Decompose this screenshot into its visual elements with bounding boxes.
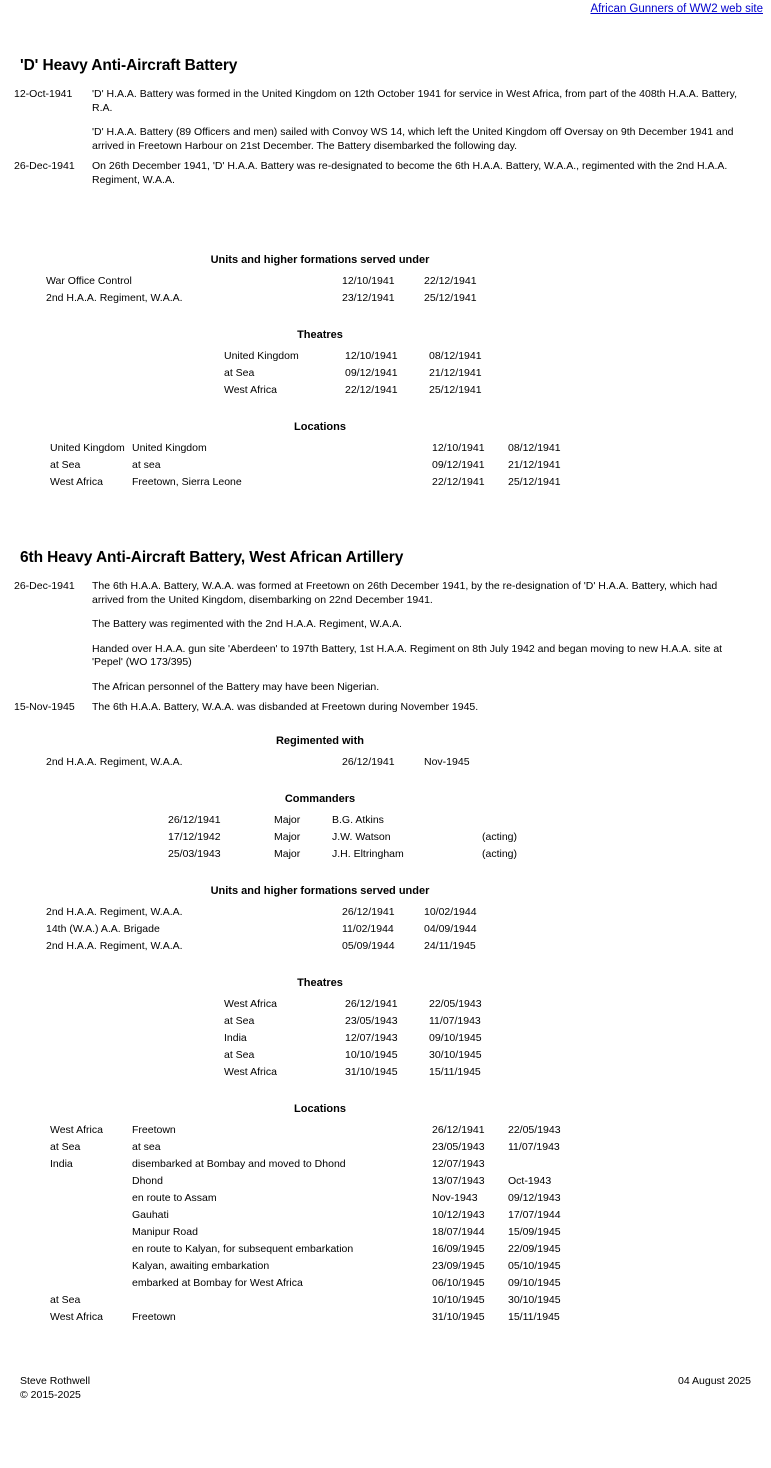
history-paragraph: Handed over H.A.A. gun site 'Aberdeen' to 197th Battery, 1st H.A.A. Regiment on 8th July 1942 and began moving to new H.A.A. site at 'Pepel' (WO 173/395) <box>92 642 723 668</box>
date-from: 26/12/1941 <box>345 997 398 1010</box>
table-row <box>50 1311 588 1328</box>
date-to: 25/12/1941 <box>429 384 482 396</box>
theatre-name: at Sea <box>224 1048 255 1061</box>
date-to: 30/10/1945 <box>429 1048 482 1061</box>
block-title: Locations <box>294 1102 346 1115</box>
date-from: 31/10/1945 <box>432 1310 485 1323</box>
history-date: 26-Dec-1941 <box>14 160 75 172</box>
commander-name: J.W. Watson <box>332 830 391 843</box>
location-place: Freetown, Sierra Leone <box>132 476 242 488</box>
location-place: Manipur Road <box>132 1225 198 1238</box>
unit-1-history <box>0 88 771 187</box>
location-theatre: West Africa <box>50 1123 103 1136</box>
table-row <box>50 1141 588 1158</box>
table-row <box>50 1226 588 1243</box>
footer-date: 04 August 2025 <box>678 1374 751 1387</box>
location-place: en route to Kalyan, for subsequent embarkation <box>132 1242 354 1255</box>
location-place: en route to Assam <box>132 1191 217 1204</box>
commander-name: B.G. Atkins <box>332 813 384 826</box>
location-theatre: United Kingdom <box>50 442 125 454</box>
table-row <box>50 1277 588 1294</box>
history-row <box>14 701 771 715</box>
location-theatre <box>50 1192 132 1209</box>
date-to: 08/12/1941 <box>508 442 561 454</box>
date-to: 21/12/1941 <box>429 367 482 379</box>
commanders-table <box>168 814 552 865</box>
table-row <box>224 1015 509 1032</box>
history-paragraph: On 26th December 1941, 'D' H.A.A. Battery was re-designated to become the 6th H.A.A. Battery, W.A.A., regimented with the 2nd H.A.A. Regiment, W.A.A. <box>92 160 728 186</box>
theatre-name: India <box>224 1031 247 1044</box>
date-from: Nov-1943 <box>432 1191 478 1204</box>
date-from: 10/12/1943 <box>432 1208 485 1221</box>
date-from: 12/10/1941 <box>345 350 398 362</box>
location-place: Freetown <box>132 1123 176 1136</box>
date-to: 11/07/1943 <box>508 1140 560 1153</box>
date-from: 31/10/1945 <box>345 1065 398 1078</box>
unit-2-history <box>0 580 771 715</box>
table-row <box>224 998 509 1015</box>
unit-name: 2nd H.A.A. Regiment, W.A.A. <box>46 905 183 918</box>
date-from: 12/07/1943 <box>432 1157 485 1170</box>
commander-note: (acting) <box>482 830 518 843</box>
date-from: 22/12/1941 <box>345 384 398 396</box>
location-place: at sea <box>132 1140 161 1153</box>
footer-copyright: © 2015-2025 <box>20 1388 81 1401</box>
table-row <box>46 940 504 957</box>
table-row <box>46 923 504 940</box>
location-theatre <box>50 1277 132 1294</box>
location-theatre <box>50 1175 132 1192</box>
date-to: 15/11/1945 <box>429 1065 481 1078</box>
history-paragraphs <box>92 88 742 153</box>
table-row <box>46 906 504 923</box>
history-date: 15-Nov-1945 <box>14 701 75 713</box>
table-row <box>46 292 504 309</box>
history-paragraph: The African personnel of the Battery may have been Nigerian. <box>92 680 380 693</box>
date-from: 26/12/1941 <box>342 755 395 768</box>
date-to: 25/12/1941 <box>508 476 561 488</box>
date-to: 22/05/1943 <box>508 1123 561 1136</box>
date-to <box>508 1158 588 1175</box>
unit-2-units-served-under-block <box>0 885 771 957</box>
date-from: 12/10/1941 <box>342 275 395 287</box>
site-link-row <box>0 0 771 15</box>
date-from: 23/12/1941 <box>342 292 395 304</box>
african-gunners-site-link[interactable]: African Gunners of WW2 web site <box>590 3 763 15</box>
date-from: 23/05/1943 <box>345 1014 398 1027</box>
date-from: 23/09/1945 <box>432 1259 485 1272</box>
table-row <box>224 350 509 367</box>
block-title: Units and higher formations served under <box>210 254 430 266</box>
theatre-name: United Kingdom <box>224 350 299 362</box>
block-title: Regimented with <box>275 734 364 747</box>
location-place: Freetown <box>132 1310 176 1323</box>
theatre-name: at Sea <box>224 367 255 379</box>
commander-date: 25/03/1943 <box>168 847 221 860</box>
history-row <box>14 580 771 694</box>
footer-left <box>20 1374 90 1402</box>
history-row <box>14 160 771 187</box>
date-to: 17/07/1944 <box>508 1208 561 1221</box>
table-row <box>50 1124 588 1141</box>
regiment-name: 2nd H.A.A. Regiment, W.A.A. <box>46 755 183 768</box>
table-row <box>50 1260 588 1277</box>
history-row <box>14 88 771 153</box>
table-row <box>46 275 504 292</box>
date-to: 22/12/1941 <box>424 275 477 287</box>
location-place: disembarked at Bombay and moved to Dhond <box>132 1157 346 1170</box>
locations-table <box>50 442 588 493</box>
date-to: 30/10/1945 <box>508 1293 561 1306</box>
units-served-under-table <box>46 906 504 957</box>
history-paragraph: The Battery was regimented with the 2nd H.A.A. Regiment, W.A.A. <box>92 618 402 630</box>
date-to: 25/12/1941 <box>424 292 477 304</box>
location-theatre <box>50 1209 132 1226</box>
date-from: 11/02/1944 <box>342 922 394 935</box>
unit-1-title: 'D' Heavy Anti-Aircraft Battery <box>20 57 238 74</box>
history-date: 12-Oct-1941 <box>14 88 73 100</box>
date-to: 22/09/1945 <box>508 1242 561 1255</box>
unit-name: 2nd H.A.A. Regiment, W.A.A. <box>46 939 183 952</box>
date-from: 09/12/1941 <box>345 367 398 379</box>
unit-1-locations-block <box>0 421 771 493</box>
date-to: Nov-1945 <box>424 755 470 768</box>
locations-table <box>50 1124 588 1328</box>
date-from: 10/10/1945 <box>345 1048 398 1061</box>
commander-date: 26/12/1941 <box>168 813 221 826</box>
theatre-name: West Africa <box>224 384 277 396</box>
date-to: 11/07/1943 <box>429 1014 481 1027</box>
table-row <box>50 1243 588 1260</box>
date-from: 12/10/1941 <box>432 442 485 454</box>
commander-note <box>482 814 552 831</box>
location-theatre: West Africa <box>50 476 103 488</box>
date-to: 24/11/1945 <box>424 939 476 952</box>
location-place: Kalyan, awaiting embarkation <box>132 1259 270 1272</box>
location-theatre: at Sea <box>50 1293 81 1306</box>
history-paragraph: The 6th H.A.A. Battery, W.A.A. was formed at Freetown on 26th December 1941, by the re-designation of 'D' H.A.A. Battery, which had arrived from the United Kingdom, disembarking on 22nd December 1941. <box>92 580 718 606</box>
date-from: 12/07/1943 <box>345 1031 398 1044</box>
date-to: Oct-1943 <box>508 1174 552 1187</box>
location-theatre: India <box>50 1157 73 1170</box>
history-paragraph: The 6th H.A.A. Battery, W.A.A. was disbanded at Freetown during November 1945. <box>92 701 479 713</box>
location-place: Dhond <box>132 1174 163 1187</box>
date-to: 15/09/1945 <box>508 1225 561 1238</box>
unit-name: 2nd H.A.A. Regiment, W.A.A. <box>46 292 183 304</box>
date-from: 10/10/1945 <box>432 1293 485 1306</box>
table-row <box>50 1192 588 1209</box>
history-paragraph: 'D' H.A.A. Battery was formed in the United Kingdom on 12th October 1941 for service in West Africa, from part of the 408th H.A.A. Battery, R.A. <box>92 88 738 114</box>
table-row <box>168 831 552 848</box>
block-title: Locations <box>294 421 346 433</box>
date-from: 09/12/1941 <box>432 459 485 471</box>
table-row <box>224 1066 509 1083</box>
unit-1-theatres-block <box>0 329 771 401</box>
date-to: 08/12/1941 <box>429 350 482 362</box>
block-title: Theatres <box>297 329 343 341</box>
theatres-table <box>224 350 509 401</box>
location-theatre <box>50 1226 132 1243</box>
date-to: 21/12/1941 <box>508 459 561 471</box>
date-to: 10/02/1944 <box>424 905 477 918</box>
table-row <box>224 384 509 401</box>
table-row <box>50 476 588 493</box>
block-title: Units and higher formations served under <box>210 884 430 897</box>
theatres-table <box>224 998 509 1083</box>
theatre-name: West Africa <box>224 1065 277 1078</box>
date-to: 15/11/1945 <box>508 1310 560 1323</box>
commander-rank: Major <box>274 830 301 843</box>
table-row <box>50 442 588 459</box>
table-row <box>50 1294 588 1311</box>
commander-rank: Major <box>274 847 301 860</box>
history-paragraphs <box>92 160 742 187</box>
unit-2-title-wrap <box>0 493 771 567</box>
table-row <box>168 814 552 831</box>
location-theatre: at Sea <box>50 459 81 471</box>
date-to: 09/12/1943 <box>508 1191 561 1204</box>
history-paragraphs <box>92 701 742 715</box>
table-row <box>224 1032 509 1049</box>
date-from: 23/05/1943 <box>432 1140 485 1153</box>
table-row <box>50 459 588 476</box>
date-to: 22/05/1943 <box>429 997 482 1010</box>
location-place: United Kingdom <box>132 442 207 454</box>
date-from: 06/10/1945 <box>432 1276 485 1289</box>
date-from: 13/07/1943 <box>432 1174 485 1187</box>
location-theatre <box>50 1243 132 1260</box>
table-row <box>50 1175 588 1192</box>
location-place <box>132 1294 432 1311</box>
footer-author: Steve Rothwell <box>20 1374 91 1387</box>
location-theatre <box>50 1260 132 1277</box>
theatre-name: at Sea <box>224 1014 255 1027</box>
table-row <box>50 1158 588 1175</box>
date-to: 04/09/1944 <box>424 922 477 935</box>
location-theatre: at Sea <box>50 1140 81 1153</box>
unit-name: War Office Control <box>46 275 132 287</box>
commander-rank: Major <box>274 813 301 826</box>
table-row <box>224 367 509 384</box>
regimented-with-table <box>46 756 504 773</box>
unit-2-regimented-with-block <box>0 735 771 773</box>
date-from: 05/09/1944 <box>342 939 395 952</box>
location-theatre: West Africa <box>50 1310 103 1323</box>
commander-note: (acting) <box>482 847 518 860</box>
unit-2-commanders-block <box>0 793 771 865</box>
table-row <box>46 756 504 773</box>
unit-2-title: 6th Heavy Anti-Aircraft Battery, West African Artillery <box>20 549 404 566</box>
unit-2-locations-block <box>0 1103 771 1328</box>
page-footer <box>0 1374 771 1402</box>
commander-date: 17/12/1942 <box>168 830 221 843</box>
date-from: 26/12/1941 <box>342 905 395 918</box>
date-to: 09/10/1945 <box>429 1031 482 1044</box>
date-from: 16/09/1945 <box>432 1242 485 1255</box>
units-served-under-table <box>46 275 504 309</box>
block-title: Theatres <box>297 976 343 989</box>
date-from: 22/12/1941 <box>432 476 485 488</box>
theatre-name: West Africa <box>224 997 277 1010</box>
table-row <box>224 1049 509 1066</box>
date-to: 09/10/1945 <box>508 1276 561 1289</box>
history-date: 26-Dec-1941 <box>14 580 75 592</box>
date-from: 26/12/1941 <box>432 1123 485 1136</box>
spacer <box>0 194 771 234</box>
unit-name: 14th (W.A.) A.A. Brigade <box>46 922 160 935</box>
commander-name: J.H. Eltringham <box>332 847 404 860</box>
location-place: Gauhati <box>132 1208 169 1221</box>
date-to: 05/10/1945 <box>508 1259 561 1272</box>
unit-1-units-served-under-block <box>0 254 771 309</box>
history-paragraphs <box>92 580 742 694</box>
unit-2-theatres-block <box>0 977 771 1083</box>
table-row <box>50 1209 588 1226</box>
unit-1-title-wrap <box>0 15 771 75</box>
table-row <box>168 848 552 865</box>
history-paragraph: 'D' H.A.A. Battery (89 Officers and men) sailed with Convoy WS 14, which left the United Kingdom off Oversay on 9th December 1941 and arrived in Freetown Harbour on 21st December. The Battery disembarked the following day. <box>92 126 734 152</box>
location-place: embarked at Bombay for West Africa <box>132 1276 303 1289</box>
location-place: at sea <box>132 459 161 471</box>
date-from: 18/07/1944 <box>432 1225 485 1238</box>
block-title: Commanders <box>284 792 356 805</box>
